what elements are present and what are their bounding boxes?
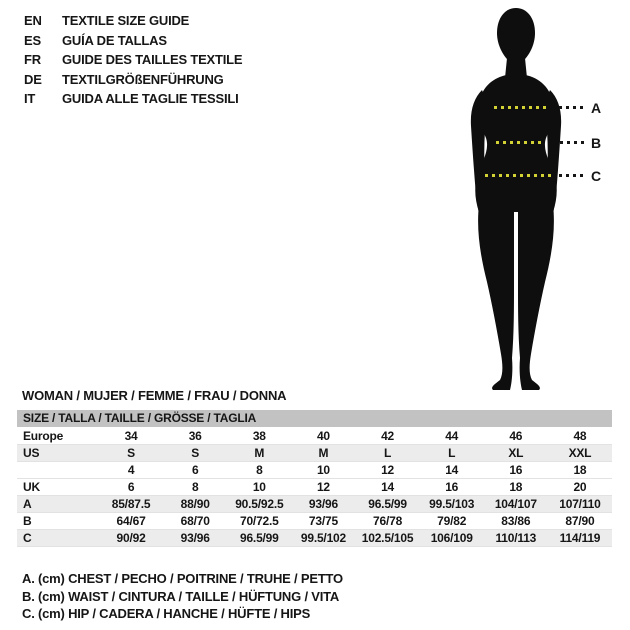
table-cell: 79/82 — [437, 514, 467, 528]
section-title: WOMAN / MUJER / FEMME / FRAU / DONNA — [22, 388, 287, 403]
language-label: TEXTILE SIZE GUIDE — [62, 13, 190, 28]
table-cell: 85/87.5 — [111, 497, 151, 511]
table-cell: 44 — [445, 429, 459, 443]
table-cell: 12 — [381, 463, 395, 477]
language-code: IT — [24, 91, 36, 106]
language-label: GUIDE DES TAILLES TEXTILE — [62, 52, 243, 67]
table-cell: 106/109 — [430, 531, 473, 545]
language-label: GUÍA DE TALLAS — [62, 32, 167, 48]
row-label: US — [23, 446, 40, 460]
table-cell: 48 — [573, 429, 587, 443]
table-cell: 10 — [252, 480, 266, 494]
table-cell: 73/75 — [308, 514, 338, 528]
table-cell: 93/96 — [308, 497, 338, 511]
table-cell: 8 — [256, 463, 263, 477]
row-label: B — [23, 514, 32, 528]
table-cell: S — [191, 446, 200, 460]
table-cell: 40 — [316, 429, 330, 443]
waist-line-callout-segment — [560, 141, 586, 144]
legend-line-waist: B. (cm) WAIST / CINTURA / TAILLE / HÜFTUNG / VITA — [22, 588, 340, 604]
figure-area — [448, 6, 598, 392]
size-table — [17, 410, 612, 547]
table-cell: 18 — [509, 480, 523, 494]
table-cell: 104/107 — [494, 497, 537, 511]
measure-label-b: B — [591, 135, 602, 151]
table-cell: 64/67 — [116, 514, 146, 528]
table-cell: 107/110 — [559, 497, 601, 511]
chest-line-body-segment — [494, 106, 550, 109]
table-cell: 16 — [445, 480, 459, 494]
row-label: C — [23, 531, 32, 545]
table-cell: 20 — [573, 480, 587, 494]
table-row-europe — [17, 428, 612, 445]
row-label: UK — [23, 480, 40, 494]
table-cell: 14 — [381, 480, 395, 494]
table-cell: 76/78 — [373, 514, 403, 528]
language-label: TEXTILGRÖßENFÜHRUNG — [62, 71, 224, 87]
language-code: ES — [24, 32, 41, 48]
table-cell: 114/119 — [559, 531, 601, 545]
table-row-uk — [17, 479, 612, 496]
table-row-us — [17, 445, 612, 462]
table-cell: 99.5/103 — [429, 497, 475, 511]
row-label: A — [23, 497, 32, 511]
table-cell: 83/86 — [501, 514, 531, 528]
language-row-en — [24, 11, 242, 31]
table-cell: 99.5/102 — [300, 531, 346, 545]
table-row-us-numeric — [17, 462, 612, 479]
table-row-waist — [17, 513, 612, 530]
table-cell: 18 — [573, 463, 587, 477]
measure-label-c: C — [591, 168, 602, 184]
table-cell: 36 — [188, 429, 202, 443]
table-cell: 90.5/92.5 — [235, 497, 284, 511]
legend-line-hip: C. (cm) HIP / CADERA / HANCHE / HÜFTE / HIPS — [22, 606, 311, 621]
hip-line-body-segment — [485, 174, 552, 177]
table-cell: L — [383, 446, 392, 460]
language-list — [24, 11, 242, 109]
table-cell: 6 — [191, 463, 199, 477]
hip-line-callout-segment — [559, 174, 586, 177]
language-code: EN — [24, 13, 42, 28]
row-label — [17, 462, 99, 478]
table-cell: 96.5/99 — [368, 497, 407, 511]
table-cell: 34 — [124, 429, 138, 443]
measurement-legend — [22, 570, 343, 623]
woman-silhouette-icon — [448, 6, 598, 392]
table-cell: 88/90 — [180, 497, 210, 511]
size-table-header: SIZE / TALLA / TAILLE / GRÖSSE / TAGLIA — [17, 410, 612, 428]
language-row-fr — [24, 50, 242, 70]
table-cell: 46 — [509, 429, 523, 443]
table-cell: L — [448, 446, 456, 460]
table-cell: 110/113 — [495, 531, 537, 545]
table-cell: 8 — [191, 480, 199, 494]
table-cell: XL — [508, 446, 524, 460]
language-label: GUIDA ALLE TAGLIE TESSILI — [62, 91, 239, 106]
measure-label-a: A — [591, 100, 602, 116]
table-cell: M — [254, 446, 265, 460]
table-cell: 6 — [127, 480, 135, 494]
table-cell: 4 — [127, 463, 135, 477]
table-cell: 38 — [252, 429, 266, 443]
language-row-de — [24, 70, 242, 90]
table-cell: 96.5/99 — [239, 531, 279, 545]
language-row-it — [24, 89, 242, 109]
table-cell: 70/72.5 — [239, 514, 279, 528]
table-cell: M — [318, 446, 329, 460]
table-cell: XXL — [568, 446, 592, 460]
row-label: Europe — [23, 429, 64, 443]
legend-line-chest: A. (cm) CHEST / PECHO / POITRINE / TRUHE / PETTO — [22, 571, 343, 586]
language-row-es — [24, 31, 242, 51]
table-cell: 10 — [316, 463, 330, 477]
table-row-hip — [17, 530, 612, 547]
table-cell: 90/92 — [116, 531, 146, 545]
table-cell: 68/70 — [180, 514, 210, 528]
language-code: DE — [24, 71, 42, 87]
table-row-chest — [17, 496, 612, 513]
chest-line-callout-segment — [559, 106, 586, 109]
table-cell: 102.5/105 — [361, 531, 414, 545]
waist-line-body-segment — [496, 141, 544, 144]
table-cell: 93/96 — [180, 531, 210, 545]
language-code: FR — [24, 52, 41, 67]
table-cell: 87/90 — [565, 514, 595, 528]
table-cell: 12 — [316, 480, 330, 494]
table-cell: 42 — [381, 429, 395, 443]
table-cell: 16 — [509, 463, 523, 477]
table-cell: S — [127, 446, 135, 460]
table-cell: 14 — [445, 463, 459, 477]
